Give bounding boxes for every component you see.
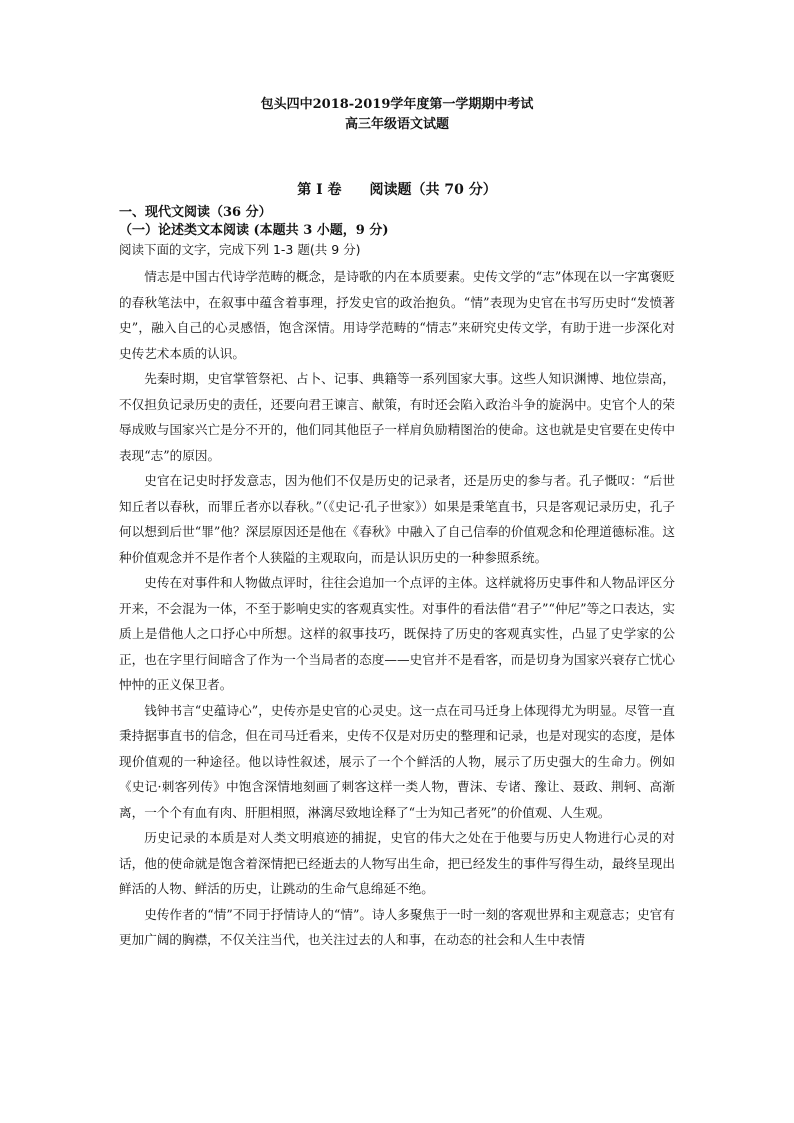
- passage-paragraph-1: 情志是中国古代诗学范畴的概念，是诗歌的内在本质要素。史传文学的“志”体现在以一字寓褒贬的春秋笔法中，在叙事中蕴含着事理，抒发史官的政治抱负。“情”表现为史官在书写历史时“发愤著史”，融入自己的心灵感悟，饱含深情。用诗学范畴的“情志”来研究史传文学，有助于进一步深化对史传艺术本质的认识。: [119, 269, 675, 361]
- exam-title: 包头四中2018-2019学年度第一学期期中考试: [260, 97, 534, 112]
- section-heading-modern-reading: 一、现代文阅读（36 分）: [119, 205, 272, 220]
- passage-paragraph-2: 先秦时期，史官掌管祭祀、占卜、记事、典籍等一系列国家大事。这些人知识渊博、地位崇高，不仅担负记录历史的责任，还要向君王谏言、献策，有时还会陷入政治斗争的旋涡中。史官个人的荣辱成败与国家兴亡是分不开的，他们同其他臣子一样肩负励精图治的使命。这也就是史官要在史传中表现“志”的原因。: [119, 371, 675, 463]
- reading-passage: [119, 264, 675, 953]
- passage-paragraph-7: 史传作者的“情”不同于抒情诗人的“情”。诗人多聚焦于一时一刻的客观世界和主观意志；史官有更加广阔的胸襟，不仅关注当代，也关注过去的人和事，在动态的社会和人生中表情: [119, 906, 675, 947]
- passage-paragraph-5: 钱钟书言“史蕴诗心”，史传亦是史官的心灵史。这一点在司马迁身上体现得尤为明显。尽管一直秉持据事直书的信念，但在司马迁看来，史传不仅是对历史的整理和记录，也是对现实的态度，是体现价值观的一种途径。他以诗性叙述，展示了一个个鲜活的人物，展示了历史强大的生命力。例如《史记·刺客列传》中饱含深情地刻画了刺客这样一类人物，曹沫、专诸、豫让、聂政、荆轲、高渐离，一个个有血有肉、肝胆相照，淋漓尽致地诠释了“士为知己者死”的价值观、人生观。: [119, 702, 675, 820]
- reading-instruction: 阅读下面的文字，完成下列 1-3 题(共 9 分): [119, 242, 361, 257]
- passage-paragraph-4: 史传在对事件和人物做点评时，往往会追加一个点评的主体。这样就将历史事件和人物品评区分开来，不会混为一体，不至于影响史实的客观真实性。对事件的看法借“君子”“仲尼”等之口表达，实质上是借他人之口抒心中所想。这样的叙事技巧，既保持了历史的客观真实性，凸显了史学家的公正，也在字里行间暗含了作为一个当局者的态度——史官并不是看客，而是切身为国家兴衰存亡忧心忡忡的正义保卫者。: [119, 575, 675, 692]
- volume-title: 第 I 卷 阅读题（共 70 分）: [297, 182, 497, 198]
- subject-title: 高三年级语文试题: [344, 117, 449, 132]
- section-heading-argumentative: （一）论述类文本阅读 (本题共 3 小题，9 分): [119, 223, 389, 238]
- passage-paragraph-6: 历史记录的本质是对人类文明痕迹的捕捉，史官的伟大之处在于他要与历史人物进行心灵的对话，他的使命就是饱含着深情把已经逝去的人物写出生命，把已经发生的事件写得生动，最终呈现出鲜活的人物、鲜活的历史，让跳动的生命气息绵延不绝。: [119, 830, 675, 896]
- passage-paragraph-3: 史官在记史时抒发意志，因为他们不仅是历史的记录者，还是历史的参与者。孔子慨叹：“后世知丘者以春秋，而罪丘者亦以春秋。”（《史记·孔子世家》）如果是秉笔直书，只是客观记录历史，孔子何以想到后世“罪”他？深层原因还是他在《春秋》中融入了自己信奉的价值观念和伦理道德标准。这种价值观念并不是作者个人狭隘的主观取向，而是认识历史的一种参照系统。: [119, 473, 675, 565]
